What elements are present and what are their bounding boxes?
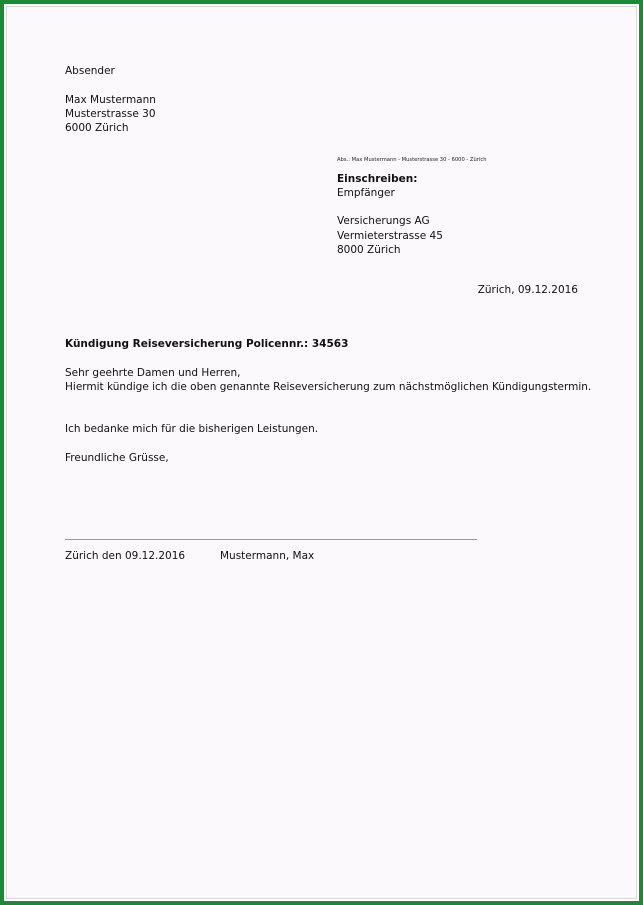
recipient-company: Versicherungs AG: [337, 215, 430, 227]
sender-heading: Absender: [65, 65, 115, 77]
registered-mail-label: Einschreiben:: [337, 173, 418, 185]
sender-street: Musterstrasse 30: [65, 108, 156, 120]
letter-page: [6, 6, 637, 899]
recipient-street: Vermieterstrasse 45: [337, 230, 443, 242]
body-paragraph-1: Hiermit kündige ich die oben genannte Reiseversicherung zum nächstmöglichen Kündigungstermin.: [65, 381, 592, 393]
signature-line: [65, 539, 477, 540]
recipient-role: Empfänger: [337, 187, 395, 199]
recipient-city: 8000 Zürich: [337, 244, 401, 256]
signature-name: Mustermann, Max: [220, 550, 315, 562]
greeting: Sehr geehrte Damen und Herren,: [65, 367, 241, 379]
letter-subject: Kündigung Reiseversicherung Policennr.: 34563: [65, 338, 349, 350]
closing: Freundliche Grüsse,: [65, 452, 169, 464]
body-paragraph-2: Ich bedanke mich für die bisherigen Leistungen.: [65, 423, 319, 435]
sender-city: 6000 Zürich: [65, 122, 129, 134]
signature-place-date: Zürich den 09.12.2016: [65, 550, 186, 562]
date-line: Zürich, 09.12.2016: [477, 284, 578, 296]
sender-name: Max Mustermann: [65, 94, 156, 106]
return-address-line: Abs.: Max Mustermann - Musterstrasse 30 - 6000 - Zürich: [337, 157, 487, 163]
